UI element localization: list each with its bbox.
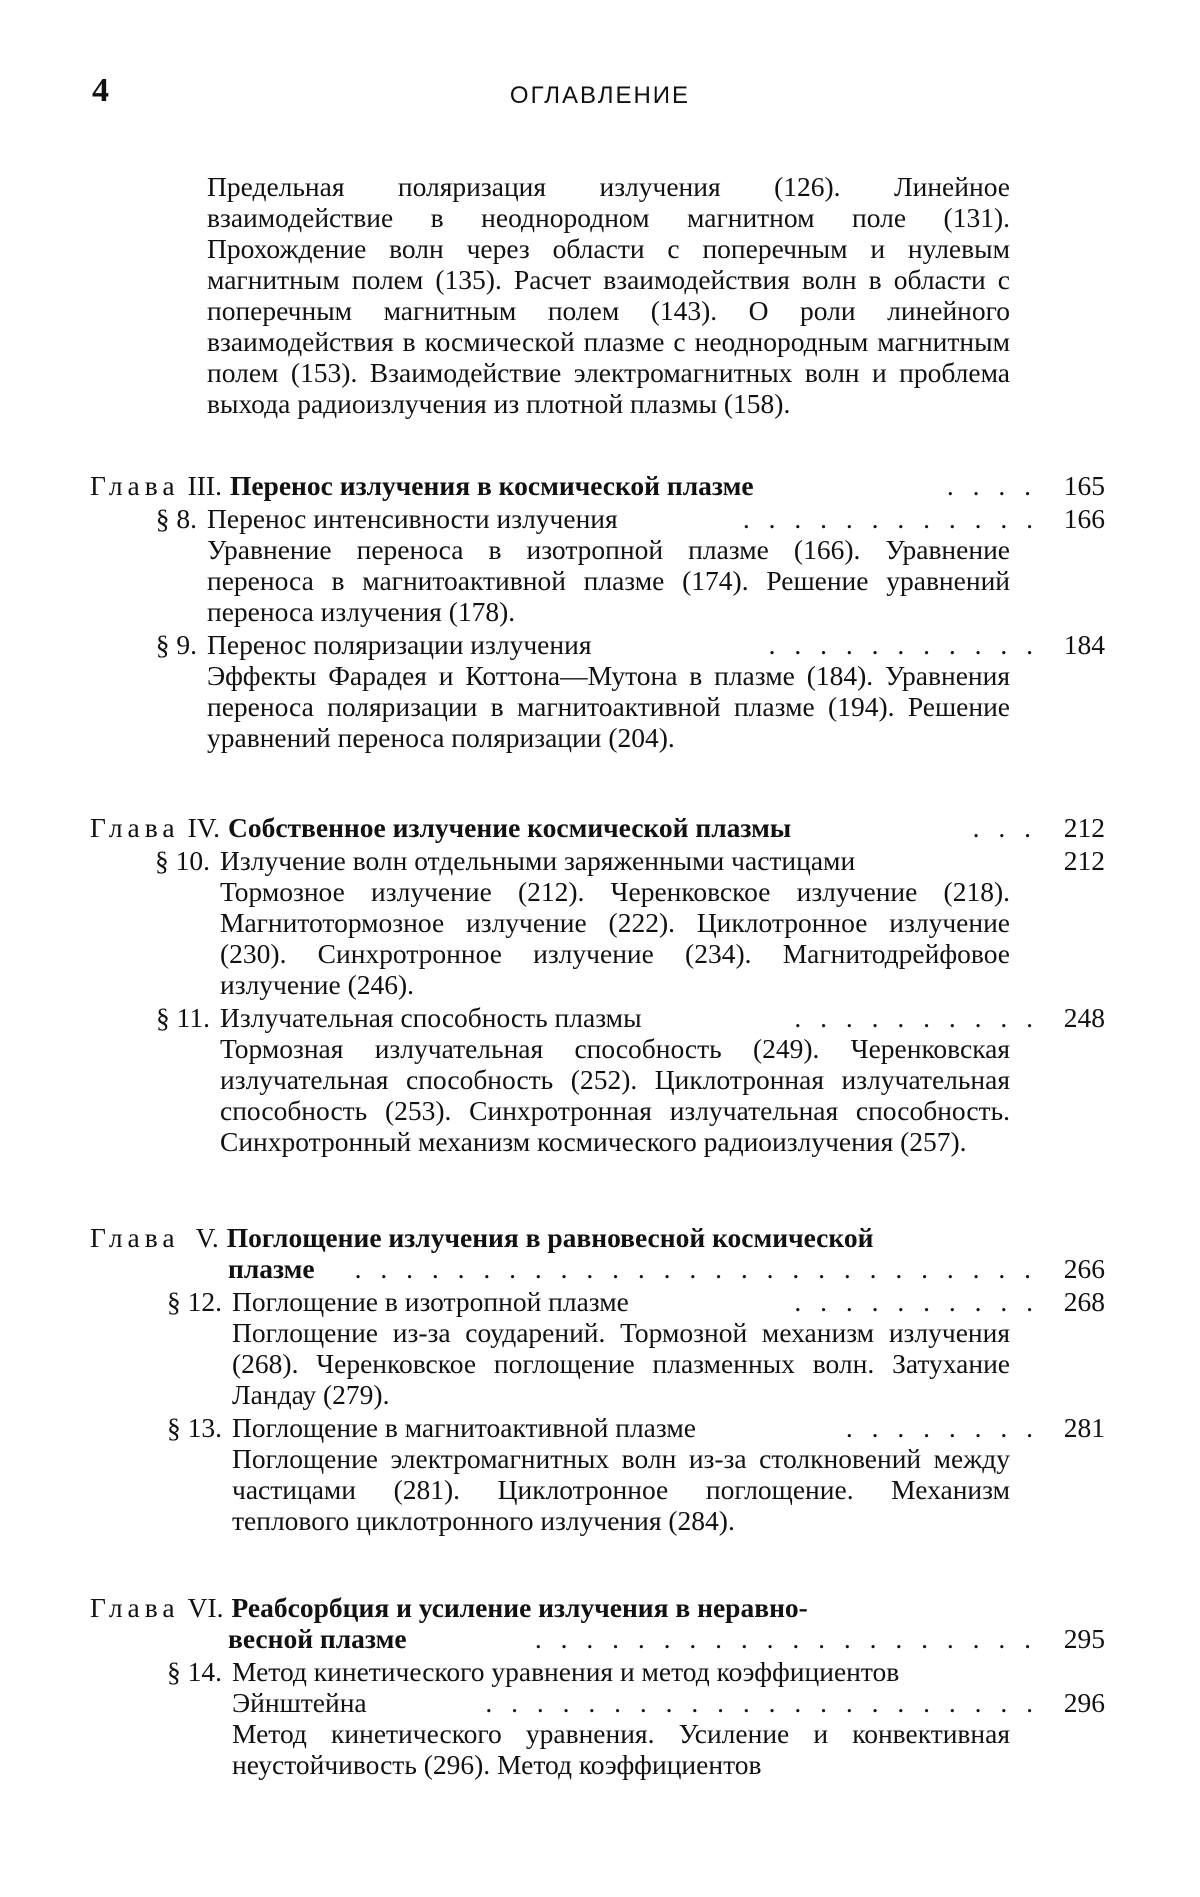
chapter-title: Перенос излучения в космической плазме — [230, 470, 754, 501]
leader-dots: . . . . . . . . . . . . . . . . . . . . . . . . . . . — [323, 1253, 1037, 1284]
section-page: 296 — [1045, 1687, 1105, 1718]
chapter-heading — [90, 1222, 1105, 1253]
page-number: 4 — [92, 72, 109, 110]
chapter-page: 212 — [1045, 812, 1105, 843]
section-title: Метод кинетического уравнения и метод коэффициентов — [232, 1656, 899, 1687]
leader-dots: . . . . . . . . . . . . — [624, 503, 1039, 534]
section-9 — [90, 629, 1105, 753]
section-title: Перенос интенсивности излучения — [207, 503, 618, 534]
section-heading — [130, 1286, 1105, 1317]
leader-dots: . . . . . . . . — [702, 1412, 1039, 1443]
section-12 — [90, 1286, 1105, 1410]
leader-dots: . . . . . . . . . . . . . . . . . . . . . . — [373, 1687, 1039, 1718]
leader-dots: . . . . — [762, 470, 1037, 501]
section-page: 184 — [1045, 629, 1105, 660]
section-symbol: § 10. — [130, 845, 220, 876]
chapter-page: 295 — [1045, 1623, 1105, 1654]
chapter-heading — [90, 812, 1105, 843]
section-symbol: § 8. — [130, 503, 207, 534]
section-heading — [130, 845, 1105, 876]
chapter-title-continued: весной плазме — [228, 1623, 407, 1654]
chapter-title: Собственное излучение космической плазмы — [228, 812, 791, 843]
section-symbol: § 9. — [130, 629, 207, 660]
chapter-page: 165 — [1045, 470, 1105, 501]
chapter-title: Реабсорбция и усиление излучения в неравно- — [232, 1592, 808, 1623]
section-heading — [130, 629, 1105, 660]
section-description: Поглощение электромагнитных волн из-за столкновений между частицами (281). Циклотронное поглощение. Механизм теплового циклотронного излучения (284). — [232, 1443, 1010, 1536]
section-description: Уравнение переноса в изотропной плазме (166). Уравнение переноса в магнитоактивной плазме (174). Решение уравнений переноса излучения (178). — [207, 534, 1010, 627]
leader-dots: . . . . . . . . . . — [635, 1286, 1039, 1317]
chapter-3 — [90, 470, 1105, 753]
leader-dots: . . . — [799, 812, 1037, 843]
chapter-number: V. — [196, 1222, 219, 1253]
section-page: 248 — [1045, 1002, 1105, 1033]
section-title: Излучательная способность плазмы — [220, 1002, 642, 1033]
section-13 — [90, 1412, 1105, 1536]
section-title-continued: Эйнштейна — [232, 1687, 367, 1718]
section-title: Перенос поляризации излучения — [207, 629, 591, 660]
chapter-number: III. — [188, 470, 222, 501]
chapter-heading — [90, 470, 1105, 501]
section-symbol: § 14. — [130, 1656, 232, 1687]
section-10 — [90, 845, 1105, 1000]
section-title: Поглощение в магнитоактивной плазме — [232, 1412, 696, 1443]
section-heading — [130, 503, 1105, 534]
chapter-5 — [90, 1222, 1105, 1536]
section-page: 268 — [1045, 1286, 1105, 1317]
section-heading — [130, 1412, 1105, 1443]
chapter-heading-continued — [228, 1253, 1105, 1284]
chapter-6 — [90, 1592, 1105, 1780]
chapter-label: Глава — [90, 1222, 180, 1253]
section-symbol: § 11. — [130, 1002, 220, 1033]
section-8 — [90, 503, 1105, 627]
section-page: 212 — [1045, 845, 1105, 876]
section-description: Тормозная излучательная способность (249). Черенковская излучательная способность (252). Циклотронная излучательная способность (253). Синхротронная излучательная способность. Синхротронный механизм космического радиоизлучения (257). — [220, 1033, 1010, 1157]
section-description: Метод кинетического уравнения. Усиление и конвективная неустойчивость (296). Метод коэффициентов — [232, 1718, 1010, 1780]
intro-paragraph: Предельная поляризация излучения (126). Линейное взаимодействие в неоднородном магнитном поле (131). Прохождение волн через области с поперечным и нулевым магнитным полем (135). Расчет взаимодействия волн в области с поперечным магнитным полем (143). О роли линейного взаимодействия в космической плазме с неоднородным магнитным полем (153). Взаимодействие электромагнитных волн и проблема выхода радиоизлучения из плотной плазмы (158). — [207, 171, 1010, 419]
section-title: Излучение волн отдельными заряженными частицами — [220, 845, 855, 876]
section-heading — [130, 1002, 1105, 1033]
chapter-title-continued: плазме — [228, 1253, 315, 1284]
section-description: Тормозное излучение (212). Черенковское излучение (218). Магнитотормозное излучение (222). Циклотронное излучение (230). Синхротронное излучение (234). Магнитодрейфовое излучение (246). — [220, 876, 1010, 1000]
chapter-label: Глава — [90, 1592, 180, 1623]
section-14 — [90, 1656, 1105, 1780]
chapter-number: VI. — [188, 1592, 224, 1623]
chapter-page: 266 — [1045, 1253, 1105, 1284]
section-page: 166 — [1045, 503, 1105, 534]
chapter-label: Глава — [90, 812, 180, 843]
chapter-heading — [90, 1592, 1105, 1623]
section-title: Поглощение в изотропной плазме — [232, 1286, 629, 1317]
chapter-number: IV. — [188, 812, 220, 843]
section-heading — [130, 1656, 1105, 1687]
section-symbol: § 12. — [130, 1286, 232, 1317]
chapter-title: Поглощение излучения в равновесной космической — [227, 1222, 874, 1253]
running-head: ОГЛАВЛЕНИЕ — [0, 82, 1200, 110]
book-page — [0, 0, 1200, 1897]
chapter-heading-continued — [228, 1623, 1105, 1654]
leader-dots: . . . . . . . . . . . — [597, 629, 1039, 660]
chapter-label: Глава — [90, 470, 180, 501]
leader-dots: . . . . . . . . . . — [648, 1002, 1039, 1033]
section-description: Поглощение из-за соударений. Тормозной механизм излучения (268). Черенковское поглощение плазменных волн. Затухание Ландау (279). — [232, 1317, 1010, 1410]
section-symbol: § 13. — [130, 1412, 232, 1443]
section-description: Эффекты Фарадея и Коттона—Мутона в плазме (184). Уравнения переноса поляризации в магнитоактивной плазме (194). Решение уравнений переноса поляризации (204). — [207, 660, 1010, 753]
section-heading-continued — [232, 1687, 1105, 1718]
section-page: 281 — [1045, 1412, 1105, 1443]
leader-dots: . . . . . . . . . . . . . . . . . . . . — [415, 1623, 1037, 1654]
section-11 — [90, 1002, 1105, 1157]
chapter-4 — [90, 812, 1105, 1157]
